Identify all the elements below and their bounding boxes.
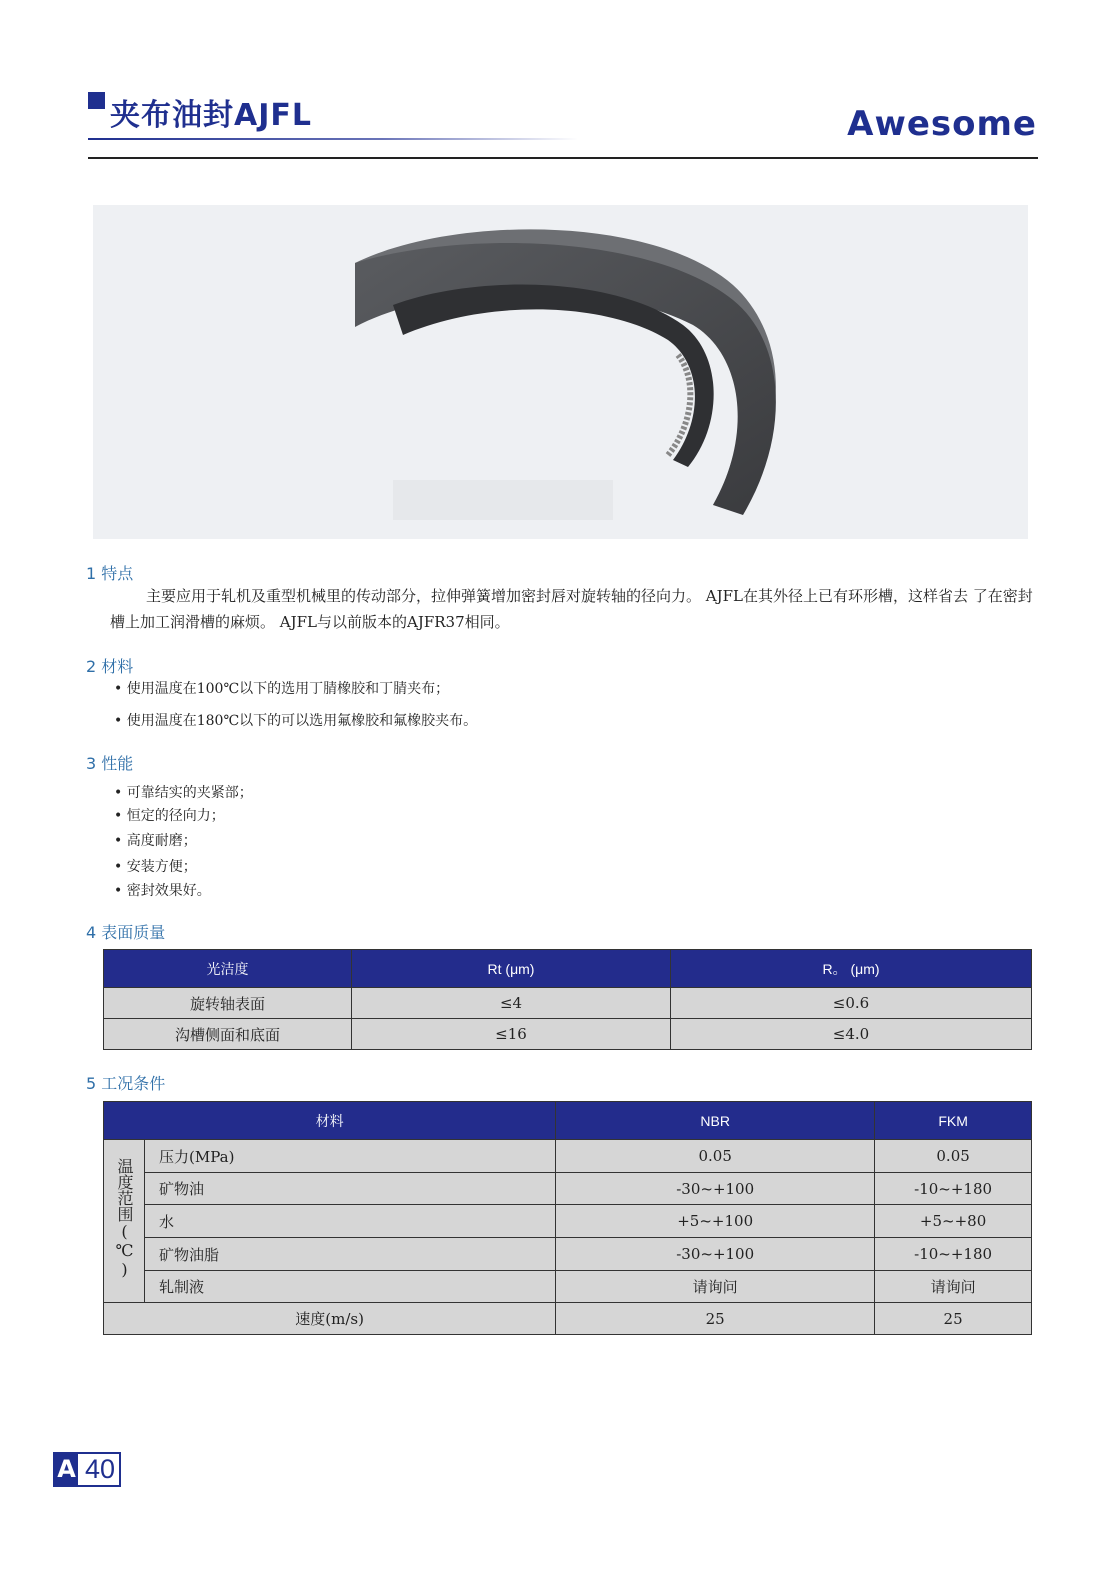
table-cell: 矿物油脂 [145, 1238, 556, 1271]
page-title: 夹布油封AJFL [110, 98, 312, 133]
header-divider [88, 157, 1038, 159]
page-letter: A [55, 1454, 78, 1485]
brand-logo: Awesome [847, 104, 1037, 144]
table-header-cell: NBR [556, 1102, 875, 1140]
table-cell: 水 [145, 1205, 556, 1238]
temperature-range-text: 温度范围(℃) [115, 1158, 134, 1279]
table-row [104, 988, 1032, 1019]
section-5-heading: 5 工况条件 [86, 1074, 166, 1093]
table-cell: 旋转轴表面 [104, 988, 352, 1019]
table-row [104, 1173, 1032, 1205]
table-cell: +5~+80 [875, 1205, 1032, 1238]
table-cell: 请询问 [556, 1271, 875, 1303]
table-header-cell: FKM [875, 1102, 1032, 1140]
table-header-cell: 材料 [104, 1102, 556, 1140]
table-row [104, 1238, 1032, 1271]
table-row [104, 1019, 1032, 1050]
title-underline [88, 138, 578, 140]
table-row [104, 1303, 1032, 1335]
table-cell: ≤4.0 [671, 1019, 1032, 1050]
list-item: • 恒定的径向力； [114, 805, 225, 825]
list-item: • 密封效果好。 [114, 880, 211, 900]
table-cell: -10~+180 [875, 1238, 1032, 1271]
table-header-cell: Rt (μm) [352, 950, 671, 988]
temperature-range-label [104, 1140, 145, 1303]
section-1-paragraph: 主要应用于轧机及重型机械里的传动部分，拉伸弹簧增加密封唇对旋转轴的径向力。 AJFL在其外径上已有环形槽，这样省去 了在密封槽上加工润滑槽的麻烦。 AJFL与以前版本的AJFR37相同。 [110, 587, 1033, 631]
table-cell: 速度(m/s) [104, 1303, 556, 1335]
table-cell: +5~+100 [556, 1205, 875, 1238]
table-header-cell: R。 (μm) [671, 950, 1032, 988]
section-1-heading: 1 特点 [86, 564, 134, 583]
section-3-heading: 3 性能 [86, 754, 134, 773]
table-cell: 矿物油 [145, 1173, 556, 1205]
table-cell: 压力(MPa) [145, 1140, 556, 1173]
table-cell: 轧制液 [145, 1271, 556, 1303]
table-cell: -10~+180 [875, 1173, 1032, 1205]
table-header-cell: 光洁度 [104, 950, 352, 988]
table-cell: 请询问 [875, 1271, 1032, 1303]
section-4-heading: 4 表面质量 [86, 923, 166, 942]
title-square-icon [88, 92, 105, 109]
table-row [104, 1205, 1032, 1238]
list-item: • 高度耐磨； [114, 830, 197, 850]
surface-quality-table [103, 949, 1032, 1050]
table-cell: ≤0.6 [671, 988, 1032, 1019]
table-cell: -30~+100 [556, 1173, 875, 1205]
table-cell: 0.05 [875, 1140, 1032, 1173]
table-cell: 沟槽侧面和底面 [104, 1019, 352, 1050]
table-cell: 25 [875, 1303, 1032, 1335]
table-cell: 25 [556, 1303, 875, 1335]
table-row [104, 1140, 1032, 1173]
table-cell: 0.05 [556, 1140, 875, 1173]
oil-seal-product-image [93, 205, 1028, 539]
list-item: • 使用温度在180℃以下的可以选用氟橡胶和氟橡胶夹布。 [114, 710, 477, 730]
table-cell: ≤4 [352, 988, 671, 1019]
table-cell: -30~+100 [556, 1238, 875, 1271]
section-1-text [110, 583, 1035, 635]
list-item: • 安装方便； [114, 856, 197, 876]
table-row [104, 1271, 1032, 1303]
table-cell: ≤16 [352, 1019, 671, 1050]
section-2-heading: 2 材料 [86, 657, 134, 676]
list-item: • 使用温度在100℃以下的选用丁腈橡胶和丁腈夹布； [114, 678, 449, 698]
list-item: • 可靠结实的夹紧部； [114, 782, 253, 802]
working-conditions-table [103, 1101, 1032, 1335]
page-number: 40 [84, 1454, 116, 1484]
